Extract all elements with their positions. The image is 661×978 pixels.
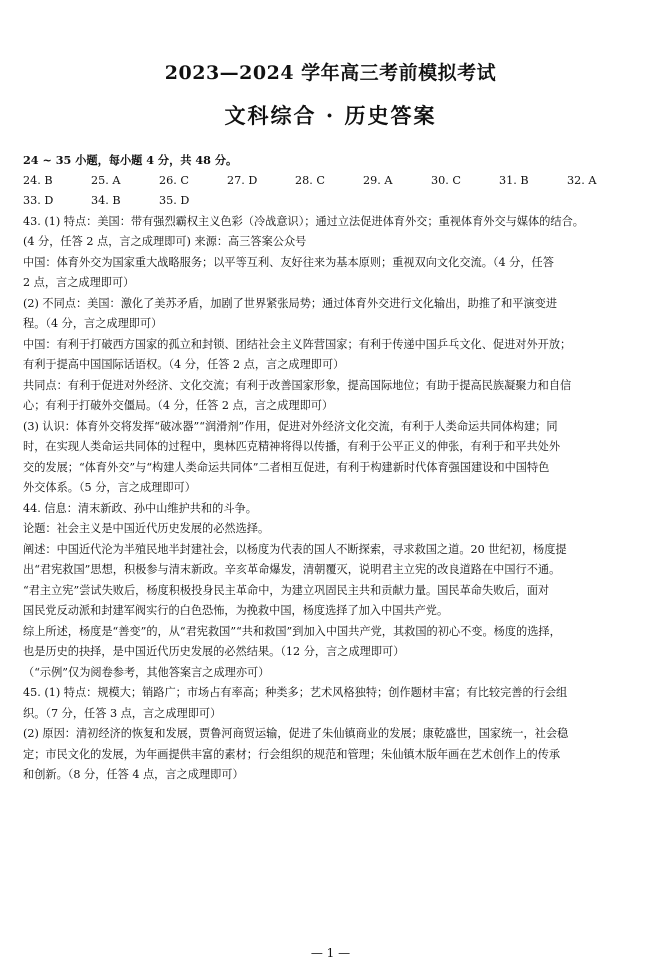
q43-line: 2 点，言之成理即可） <box>23 276 135 289</box>
q44-line: 出“君宪救国”思想，积极参与清末新政。辛亥革命爆发，清朝覆灭，说明君主立宪的改良道路在中国行不通。 <box>23 563 561 576</box>
exam-subtitle: 文科综合 · 历史答案 <box>224 103 437 128</box>
q43-line: (2) 不同点：美国：激化了美苏矛盾，加剧了世界紧张局势；通过体育外交进行文化输出，助推了和平演变进 <box>23 296 558 310</box>
choice-answer: 34. B <box>91 194 121 207</box>
choice-answer: 28. C <box>295 173 325 187</box>
q43-line: 中国：有利于打破西方国家的孤立和封锁、团结社会主义阵营国家；有利于传递中国乒乓文化、促进对外开放； <box>23 337 572 351</box>
q45-line: 和创新。（8 分，任答 4 点，言之成理即可） <box>23 768 244 781</box>
q43-line: 中国：体育外交为国家重大战略服务；以平等互利、友好往来为基本原则；重视双向文化交流。（4 分，任答 <box>23 255 554 269</box>
q44-line: 44. 信息：清末新政、孙中山维护共和的斗争。 <box>23 501 257 515</box>
q45-line: 织。（7 分，任答 3 点，言之成理即可） <box>23 706 222 720</box>
q43-line: 时，在实现人类命运共同体的过程中，奥林匹克精神将得以传播，有利于公平正义的伸张，有利于和平共处外 <box>23 440 561 453</box>
q43-line: 有利于提高中国国际话语权。（4 分，任答 2 点，言之成理即可） <box>23 358 345 371</box>
choice-answer: 35. D <box>159 194 190 207</box>
q43-line: (3) 认识：体育外交将发挥“破冰器”“润滑剂”作用，促进对外经济文化交流，有利于人类命运共同体构建；同 <box>23 419 558 433</box>
answer-content <box>23 150 643 786</box>
q44-line: 论题：社会主义是中国近代历史发展的必然选择。 <box>23 522 270 535</box>
q43-line: 外交体系。（5 分，言之成理即可） <box>23 481 196 494</box>
q44-line: 国民党反动派和封建军阀实行的白色恐怖，为挽救中国，杨度选择了加入中国共产党。 <box>23 604 449 617</box>
q43-line: 心；有利于打破外交僵局。（4 分，任答 2 点，言之成理即可） <box>23 399 334 412</box>
q43-line: 共同点：有利于促进对外经济、文化交流；有利于改善国家形象，提高国际地位；有助于提高民族凝聚力和自信 <box>23 378 572 392</box>
q44-line: 综上所述，杨度是“善变”的，从“君宪救国”“共和救国”到加入中国共产党，其救国的初心不变。杨度的选择， <box>23 624 561 638</box>
choice-answer: 32. A <box>567 173 597 187</box>
choice-answer: 26. C <box>159 173 189 187</box>
q44-line: （“示例”仅为阅卷参考，其他答案言之成理亦可） <box>23 665 270 679</box>
q45-line: 定；市民文化的发展，为年画提供丰富的素材；行会组织的规范和管理；朱仙镇木版年画在艺术创作上的传承 <box>23 747 561 761</box>
q44-line: 也是历史的抉择，是中国近代历史发展的必然结果。（12 分，言之成理即可） <box>23 645 405 658</box>
choice-answer: 31. B <box>499 173 529 187</box>
q43-line: (4 分，任答 2 点，言之成理即可) 来源：高三答案公众号 <box>23 235 307 248</box>
choice-answers-row-2 <box>23 191 643 212</box>
choice-intro: 24 ~ 35 小题，每小题 4 分，共 48 分。 <box>23 153 238 167</box>
choice-answer: 24. B <box>23 173 53 187</box>
q43-line: 程。（4 分，言之成理即可） <box>23 317 163 330</box>
choice-answer: 25. A <box>91 173 121 187</box>
q44-line: 阐述：中国近代沦为半殖民地半封建社会，以杨度为代表的国人不断探索，寻求救国之道。20 世纪初，杨度提 <box>23 542 567 556</box>
q44-line: “君主立宪”尝试失败后，杨度积极投身民主革命中，为建立巩固民主共和贡献力量。国民革命失败后，面对 <box>23 583 550 597</box>
q45-line: (2) 原因：清初经济的恢复和发展，贾鲁河商贸运输，促进了朱仙镇商业的发展；康乾盛世，国家统一，社会稳 <box>23 727 569 740</box>
q45-line: 45. (1) 特点：规模大；销路广；市场占有率高；种类多；艺术风格独特；创作题材丰富；有比较完善的行会组 <box>23 686 568 699</box>
choice-answers-row-1 <box>23 171 643 192</box>
exam-title: 2023—2024 学年高三考前模拟考试 <box>164 62 497 84</box>
choice-answer: 29. A <box>363 173 393 187</box>
choice-answer: 33. D <box>23 194 54 207</box>
q43-line: 交的发展；“体育外交”与“构建人类命运共同体”二者相互促进，有利于构建新时代体育强国建设和中国特色 <box>23 460 550 474</box>
choice-answer: 30. C <box>431 173 461 187</box>
q43-line: 43. (1) 特点：美国：带有强烈霸权主义色彩（冷战意识）；通过立法促进体育外交；重视体育外交与媒体的结合。 <box>23 214 584 228</box>
page-number: — 1 — <box>310 946 351 960</box>
choice-answer: 27. D <box>227 173 258 187</box>
